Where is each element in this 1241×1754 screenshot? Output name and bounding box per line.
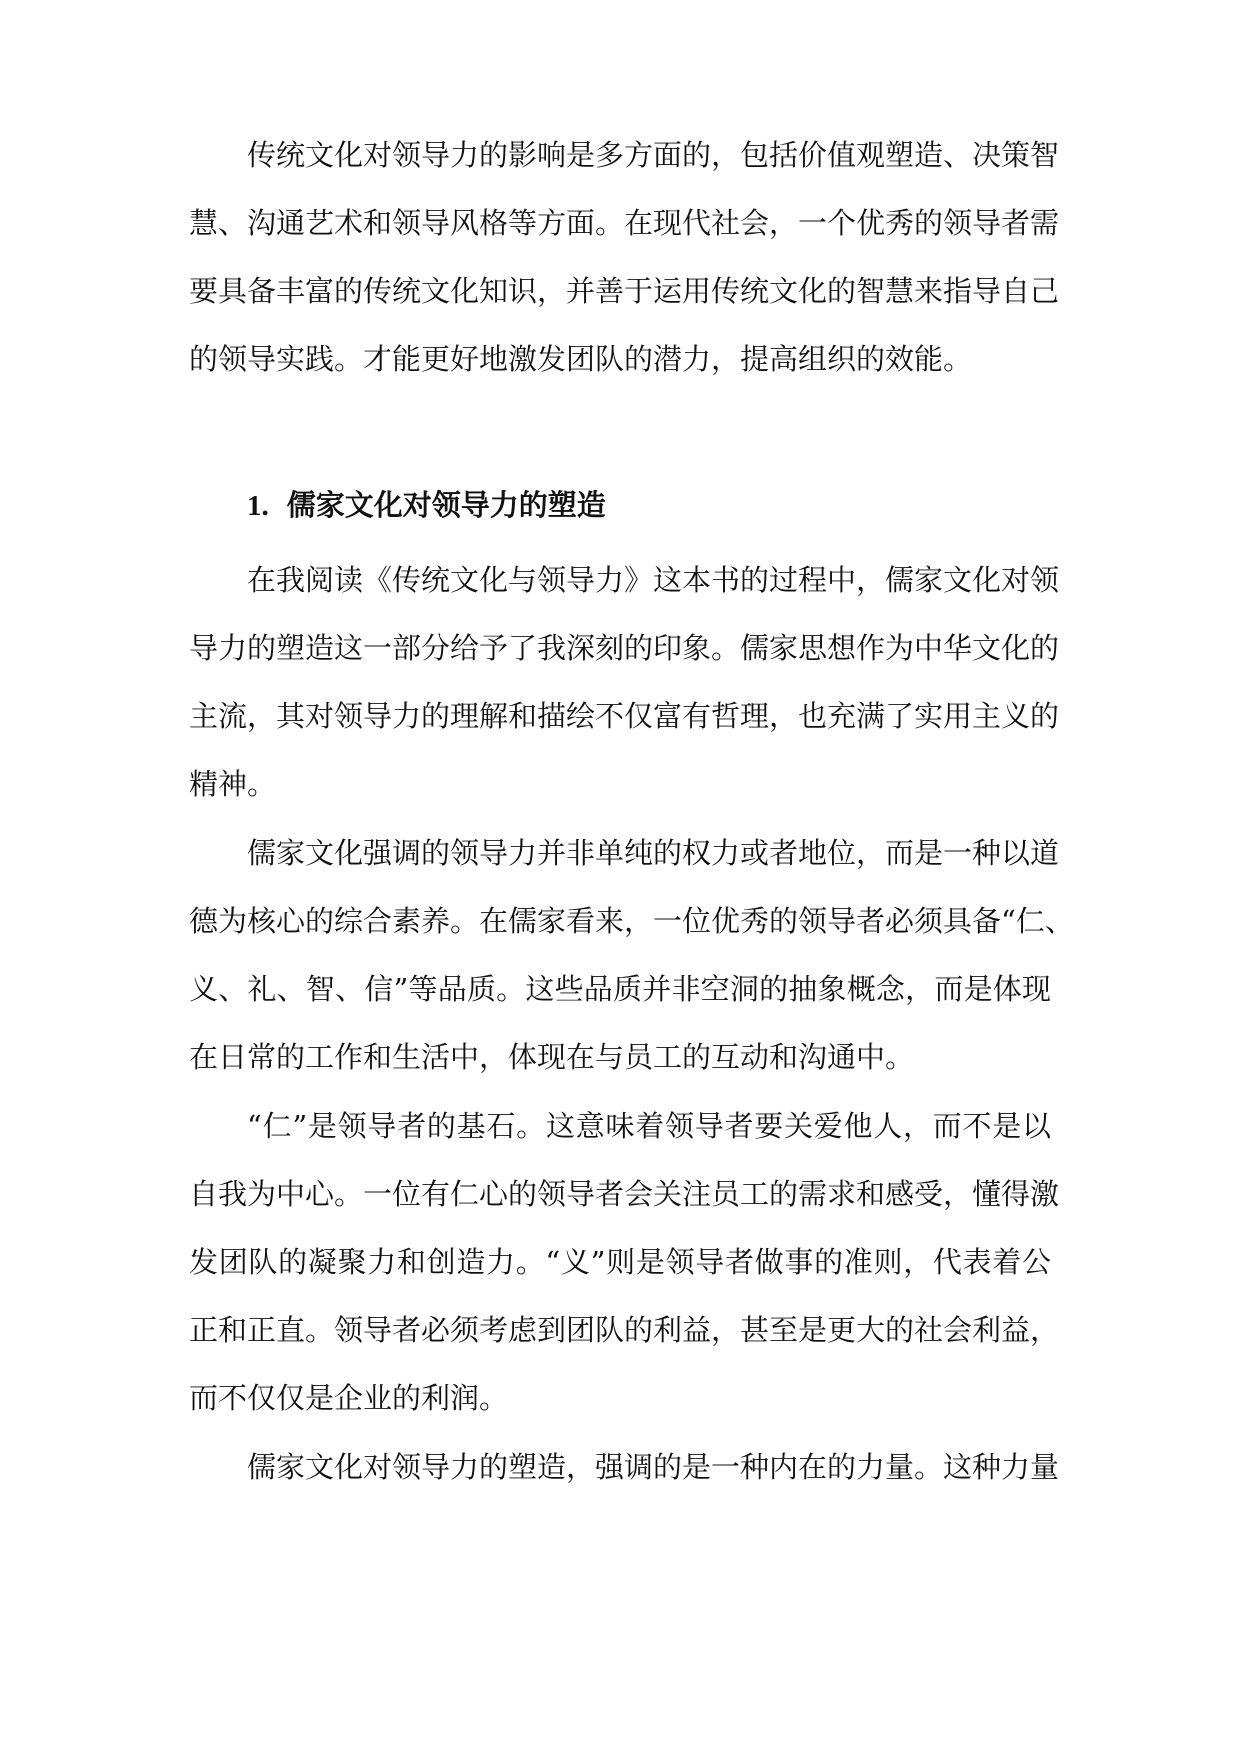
p2-line-1: 儒家文化强调的领导力并非单纯的权力或者地位，而是一种以道 bbox=[247, 836, 1060, 870]
intro-line-4: 的领导实践。才能更好地激发团队的潜力，提高组织的效能。 bbox=[189, 342, 973, 376]
p4-line-1: 儒家文化对领导力的塑造，强调的是一种内在的力量。这种力量 bbox=[247, 1450, 1060, 1484]
p1-line-4: 精神。 bbox=[189, 767, 277, 801]
p2-line-2: 德为核心的综合素养。在儒家看来，一位优秀的领导者必须具备“仁、 bbox=[189, 904, 1074, 938]
intro-line-1: 传统文化对领导力的影响是多方面的，包括价值观塑造、决策智 bbox=[247, 138, 1060, 172]
section-title: 儒家文化对领导力的塑造 bbox=[286, 488, 606, 522]
p1-line-3: 主流，其对领导力的理解和描绘不仅富有哲理，也充满了实用主义的 bbox=[189, 699, 1060, 733]
intro-line-2: 慧、沟通艺术和领导风格等方面。在现代社会，一个优秀的领导者需 bbox=[189, 206, 1060, 240]
p2-line-4: 在日常的工作和生活中，体现在与员工的互动和沟通中。 bbox=[189, 1040, 915, 1074]
p1-line-1: 在我阅读《传统文化与领导力》这本书的过程中，儒家文化对领 bbox=[247, 563, 1060, 597]
p3-line-1: “仁”是领导者的基石。这意味着领导者要关爱他人，而不是以 bbox=[247, 1109, 1051, 1143]
section-heading bbox=[247, 485, 606, 526]
p3-line-4: 正和正直。领导者必须考虑到团队的利益，甚至是更大的社会利益， bbox=[189, 1313, 1060, 1347]
p3-line-3: 发团队的凝聚力和创造力。“义”则是领导者做事的准则，代表着公 bbox=[189, 1245, 1051, 1279]
intro-line-3: 要具备丰富的传统文化知识，并善于运用传统文化的智慧来指导自己 bbox=[189, 274, 1060, 308]
section-number: 1. bbox=[247, 490, 269, 522]
p3-line-2: 自我为中心。一位有仁心的领导者会关注员工的需求和感受，懂得激 bbox=[189, 1177, 1060, 1211]
p2-line-3: 义、礼、智、信”等品质。这些品质并非空洞的抽象概念，而是体现 bbox=[189, 972, 1051, 1006]
p3-line-5: 而不仅仅是企业的利润。 bbox=[189, 1381, 509, 1415]
p1-line-2: 导力的塑造这一部分给予了我深刻的印象。儒家思想作为中华文化的 bbox=[189, 631, 1060, 665]
